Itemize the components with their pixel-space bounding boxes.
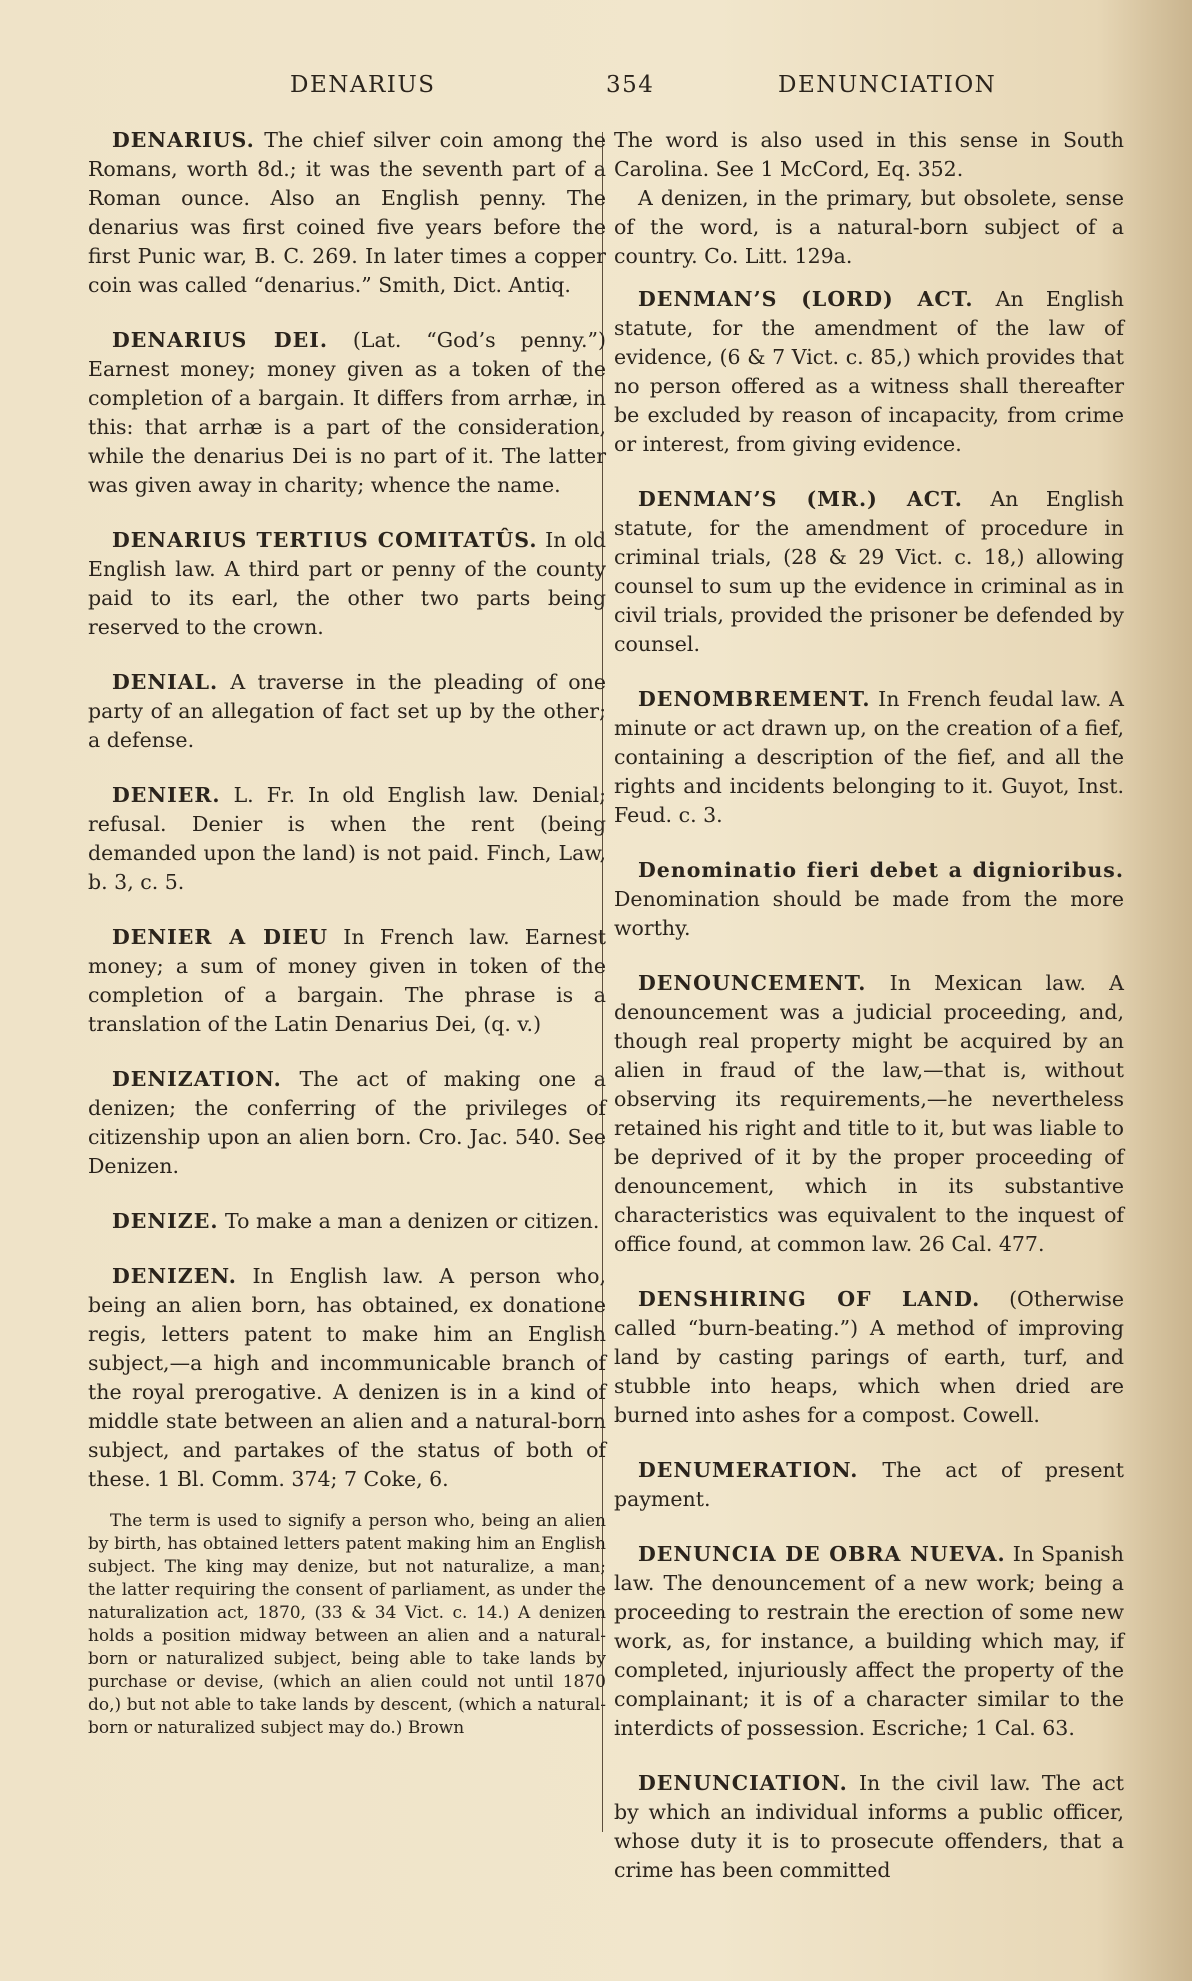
headword: DENARIUS. bbox=[112, 128, 255, 152]
definition: Denomination should be made from the more worthy. bbox=[614, 887, 1124, 940]
definition: In the civil law. The act by which an individual informs a public officer, whose duty it is to prosecute offenders, that a crime has been committed bbox=[614, 1771, 1124, 1882]
entry-denizen bbox=[88, 1262, 606, 1494]
definition: An English statute, for the amendment of procedure in criminal trials, (28 & 29 Vict. c. 18,) allowing counsel to sum up the evidence in criminal as in civil trials, provided the prisoner be defended by counsel. bbox=[614, 487, 1124, 656]
definition: In Spanish law. The denouncement of a new work; being a proceeding to restrain the erection of some new work, as, for instance, a building which may, if completed, injuriously affect the property of the complainant; it is of a character similar to the interdicts of possession. Escriche; 1 Cal. 63. bbox=[614, 1542, 1124, 1740]
headword: DENIZE. bbox=[112, 1209, 219, 1233]
headword: DENUNCIATION. bbox=[638, 1771, 848, 1795]
entry-denarius bbox=[88, 126, 606, 300]
headword: DENOUNCEMENT. bbox=[638, 971, 867, 995]
definition: The act of present payment. bbox=[614, 1458, 1124, 1511]
definition: In old English law. A third part or penny of the county paid to its earl, the other two parts being reserved to the crown. bbox=[88, 528, 606, 639]
definition: L. Fr. In old English law. Denial; refusal. Denier is when the rent (being demanded upon the land) is not paid. Finch, Law, b. 3, c. 5. bbox=[88, 783, 606, 894]
entry-denization bbox=[88, 1065, 606, 1181]
headword: DENIZATION. bbox=[112, 1067, 282, 1091]
definition: In French feudal law. A minute or act drawn up, on the creation of a fief, containing a description of the fief, and all the rights and incidents belonging to it. Guyot, Inst. Feud. c. 3. bbox=[614, 687, 1124, 827]
definition: To make a man a denizen or citizen. bbox=[225, 1209, 600, 1233]
headword: DENOMBREMENT. bbox=[638, 687, 871, 711]
definition: In Mexican law. A denouncement was a judicial proceeding, and, though real property might be acquired by an alien in fraud of the law,—that is, without observing its requirements,—he nevertheless retained his right and title to it, but was liable to be deprived of it by the proper proceeding of denouncement, which in its substantive characteristics was equivalent to the inquest of office found, at common law. 26 Cal. 477. bbox=[614, 971, 1124, 1256]
headword: DENIER. bbox=[112, 783, 221, 807]
definition: A traverse in the pleading of one party of an allegation of fact set up by the other; a defense. bbox=[88, 670, 606, 752]
definition: (Lat. “God’s penny.”) Earnest money; money given as a token of the completion of a bargain. It differs from arrhæ, in this: that arrhæ is a part of the consideration, while the denarius Dei is no part of it. The latter was given away in charity; whence the name. bbox=[88, 328, 606, 497]
denizen-continuation: The word is also used in this sense in South Carolina. See 1 McCord, Eq. 352. bbox=[614, 128, 1124, 181]
definition: The act of making one a denizen; the conferring of the privileges of citizenship upon an alien born. Cro. Jac. 540. See Denizen. bbox=[88, 1067, 606, 1178]
entry-denshiring-of-land bbox=[614, 1285, 1124, 1430]
headword: DENUMERATION. bbox=[638, 1458, 859, 1482]
entry-denarius-tertius-comitatus bbox=[88, 526, 606, 642]
headword: DENMAN’S (LORD) ACT. bbox=[638, 287, 974, 311]
entry-denier bbox=[88, 781, 606, 897]
definition: In French law. Earnest money; a sum of money given in token of the completion of a bargain. The phrase is a translation of the Latin Denarius Dei, (q. v.) bbox=[88, 925, 606, 1036]
definition: In English law. A person who, being an alien born, has obtained, ex donatione regis, letters patent to make him an English subject,—a high and incommunicable branch of the royal prerogative. A denizen is in a kind of middle state between an alien and a natural-born subject, and partakes of the status of both of these. 1 Bl. Comm. 374; 7 Coke, 6. bbox=[88, 1264, 606, 1491]
header-left-guideword: DENARIUS bbox=[290, 72, 436, 98]
entry-denarius-dei bbox=[88, 326, 606, 500]
entry-denmans-lord-act bbox=[614, 285, 1124, 459]
entry-denizen-note: The term is used to signify a person who, being an alien by birth, has obtained letters patent making him an English subject. The king may denize, but not naturalize, a man; the latter requiring the consent of parliament, as under the naturalization act, 1870, (33 & 34 Vict. c. 14.) A denizen holds a position midway between an alien and a natural-born or naturalized subject, being able to take lands by purchase or devise, (which an alien could not until 1870 do,) but not able to take lands by descent, (which a natural-born or naturalized subject may do.) Brown bbox=[88, 1511, 606, 1738]
left-column bbox=[88, 126, 606, 1740]
entry-denouncement bbox=[614, 969, 1124, 1259]
entry-denunciation bbox=[614, 1769, 1124, 1885]
entry-denumeration bbox=[614, 1456, 1124, 1514]
definition: An English statute, for the amendment of the law of evidence, (6 & 7 Vict. c. 85,) which provides that no person offered as a witness shall thereafter be excluded by reason of incapacity, from crime or interest, from giving evidence. bbox=[614, 287, 1124, 456]
entry-denombrement bbox=[614, 685, 1124, 830]
headword: DENUNCIA DE OBRA NUEVA. bbox=[638, 1542, 1006, 1566]
right-column bbox=[614, 126, 1124, 1911]
page-number: 354 bbox=[606, 72, 655, 98]
denizen-continuation-2: A denizen, in the primary, but obsolete, sense of the word, is a natural-born subject of a country. Co. Litt. 129a. bbox=[614, 186, 1124, 268]
headword: DENSHIRING OF LAND. bbox=[638, 1287, 981, 1311]
headword: DENARIUS DEI. bbox=[112, 328, 328, 352]
entry-denize bbox=[88, 1207, 606, 1236]
headword: DENARIUS TERTIUS COMITATÛS. bbox=[112, 528, 538, 552]
entry-denuncia-de-obra-nueva bbox=[614, 1540, 1124, 1743]
header-right-guideword: DENUNCIATION bbox=[778, 72, 997, 98]
headword: DENIAL. bbox=[112, 670, 219, 694]
headword: DENMAN’S (MR.) ACT. bbox=[638, 487, 963, 511]
running-header bbox=[0, 72, 1192, 112]
headword: Denominatio fieri debet a dignioribus. bbox=[638, 858, 1124, 882]
entry-denominatio-maxim bbox=[614, 856, 1124, 943]
headword: DENIZEN. bbox=[112, 1264, 237, 1288]
definition: (Otherwise called “burn-beating.”) A method of improving land by casting parings of earth, turf, and stubble into heaps, which when dried are burned into ashes for a compost. Cowell. bbox=[614, 1287, 1124, 1427]
entry-denier-a-dieu bbox=[88, 923, 606, 1039]
definition: The chief silver coin among the Romans, worth 8d.; it was the seventh part of a Roman ounce. Also an English penny. The denarius was first coined five years before the first Punic war, B. C. 269. In later times a copper coin was called “denarius.” Smith, Dict. Antiq. bbox=[88, 128, 606, 297]
entry-denial bbox=[88, 668, 606, 755]
entry-denmans-mr-act bbox=[614, 485, 1124, 659]
headword: DENIER A DIEU bbox=[112, 925, 328, 949]
